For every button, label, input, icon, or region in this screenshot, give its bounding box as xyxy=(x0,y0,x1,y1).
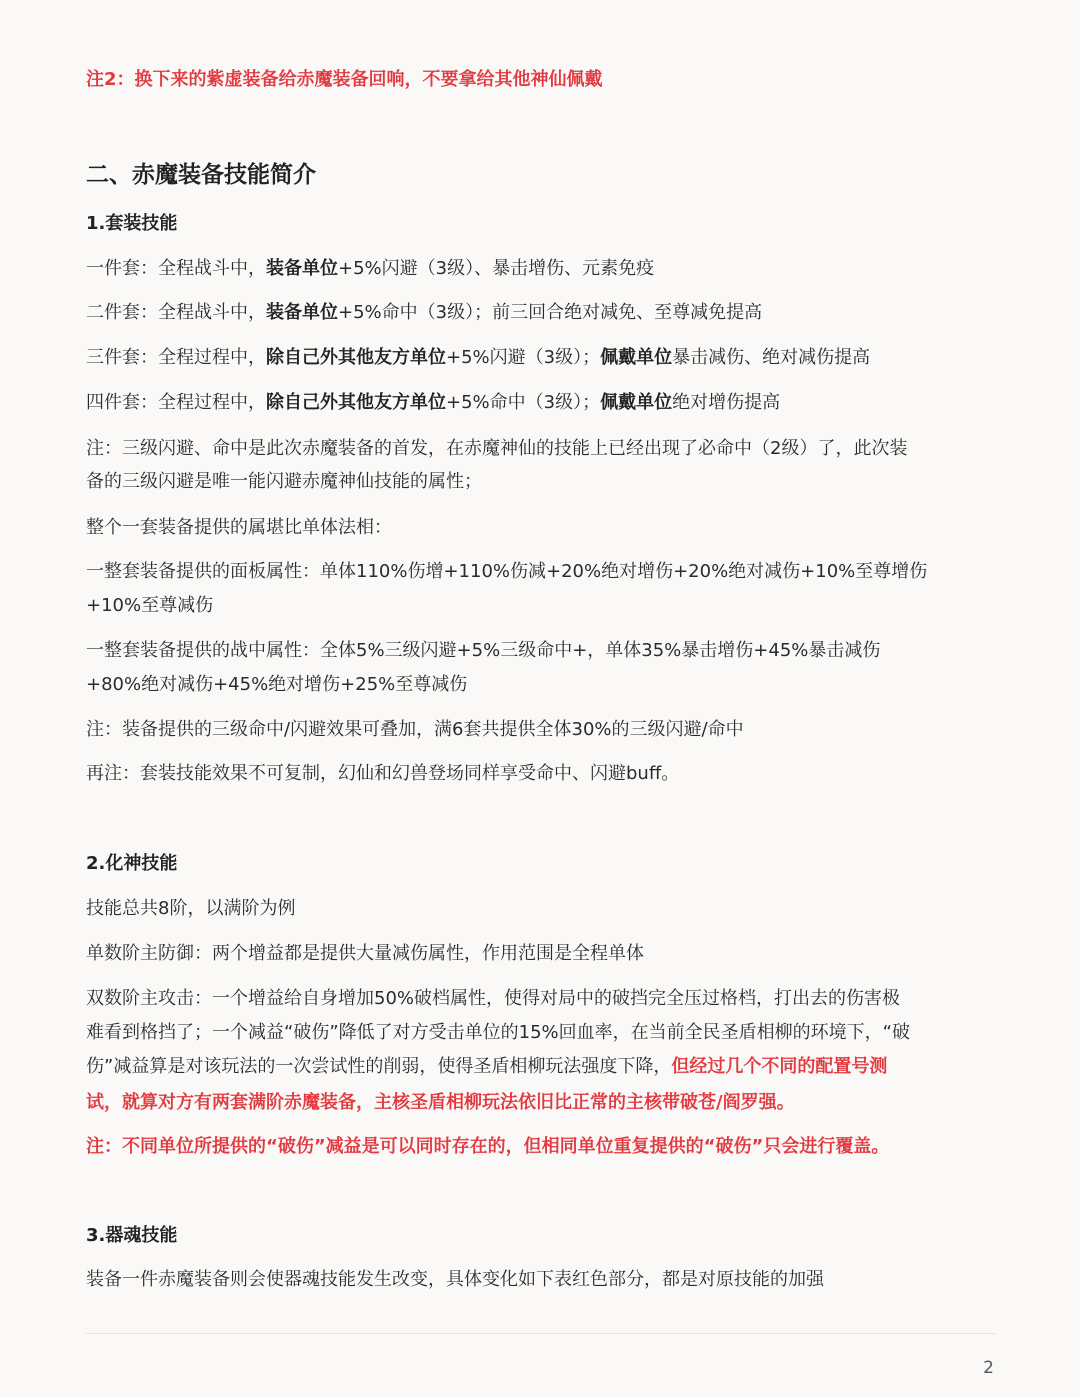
set-three-line: 三件套：全程过程中，除自己外其他友方单位+5%闪避（3级）；佩戴单位暴击减伤、绝对减伤提高 xyxy=(86,347,871,368)
set-note-line-1: 注：三级闪避、命中是此次赤魔装备的首发，在赤魔神仙的技能上已经出现了必命中（2级）了，此次装 xyxy=(86,438,908,459)
panel-attr-line-1: 一整套装备提供的面板属性：单体110%伤增+110%伤减+20%绝对增伤+20%绝对减伤+10%至尊增伤 xyxy=(86,561,928,582)
renote: 再注：套装技能效果不可复制，幻仙和幻兽登场同样享受命中、闪避buff。 xyxy=(86,763,680,784)
transform-even-line-3: 伤”减益算是对该玩法的一次尝试性的削弱，使得圣盾相柳玩法强度下降，但经过几个不同的配置号测 xyxy=(86,1056,888,1077)
battle-attr-line-1: 一整套装备提供的战中属性：全体5%三级闪避+5%三级命中+，单体35%暴击增伤+45%暴击减伤 xyxy=(86,640,881,661)
footer-divider xyxy=(86,1333,996,1334)
transform-odd: 单数阶主防御：两个增益都是提供大量减伤属性，作用范围是全程单体 xyxy=(86,943,644,964)
page-number: 2 xyxy=(983,1358,994,1378)
panel-attr-line-2: +10%至尊减伤 xyxy=(86,595,214,616)
stack-note: 注：装备提供的三级命中/闪避效果可叠加，满6套共提供全体30%的三级闪避/命中 xyxy=(86,719,744,740)
soul-skill-text: 装备一件赤魔装备则会使器魂技能发生改变，具体变化如下表红色部分，都是对原技能的加强 xyxy=(86,1269,824,1290)
transform-even-line-1: 双数阶主攻击：一个增益给自身增加50%破档属性，使得对局中的破挡完全压过格档，打出去的伤害极 xyxy=(86,988,901,1009)
transform-even-line-4: 试，就算对方有两套满阶赤魔装备，主核圣盾相柳玩法依旧比正常的主核带破苍/阎罗强。 xyxy=(86,1092,795,1113)
transform-even-line-2: 难看到格挡了；一个减益“破伤”降低了对方受击单位的15%回血率，在当前全民圣盾相柳的环境下，“破 xyxy=(86,1022,910,1043)
set-two-line: 二件套：全程战斗中，装备单位+5%命中（3级）；前三回合绝对减免、至尊减免提高 xyxy=(86,302,763,323)
set-one-line: 一件套：全程战斗中，装备单位+5%闪避（3级）、暴击增伤、元素免疫 xyxy=(86,258,655,279)
set-note-line-2: 备的三级闪避是唯一能闪避赤魔神仙技能的属性； xyxy=(86,471,482,492)
note-2: 注2：换下来的紫虚装备给赤魔装备回响，不要拿给其他神仙佩戴 xyxy=(86,69,603,90)
transform-total: 技能总共8阶，以满阶为例 xyxy=(86,898,296,919)
set-four-line: 四件套：全程过程中，除自己外其他友方单位+5%命中（3级）；佩戴单位绝对增伤提高 xyxy=(86,392,781,413)
transform-skill-heading: 2.化神技能 xyxy=(86,853,178,874)
battle-attr-line-2: +80%绝对减伤+45%绝对增伤+25%至尊减伤 xyxy=(86,674,468,695)
transform-red-note: 注：不同单位所提供的“破伤”减益是可以同时存在的，但相同单位重复提供的“破伤”只会进行覆盖。 xyxy=(86,1136,890,1157)
set-skill-heading: 1.套装技能 xyxy=(86,213,178,234)
section-title: 二、赤魔装备技能简介 xyxy=(86,162,316,188)
soul-skill-heading: 3.器魂技能 xyxy=(86,1225,178,1246)
whole-set-line: 整个一套装备提供的属堪比单体法相： xyxy=(86,517,392,538)
